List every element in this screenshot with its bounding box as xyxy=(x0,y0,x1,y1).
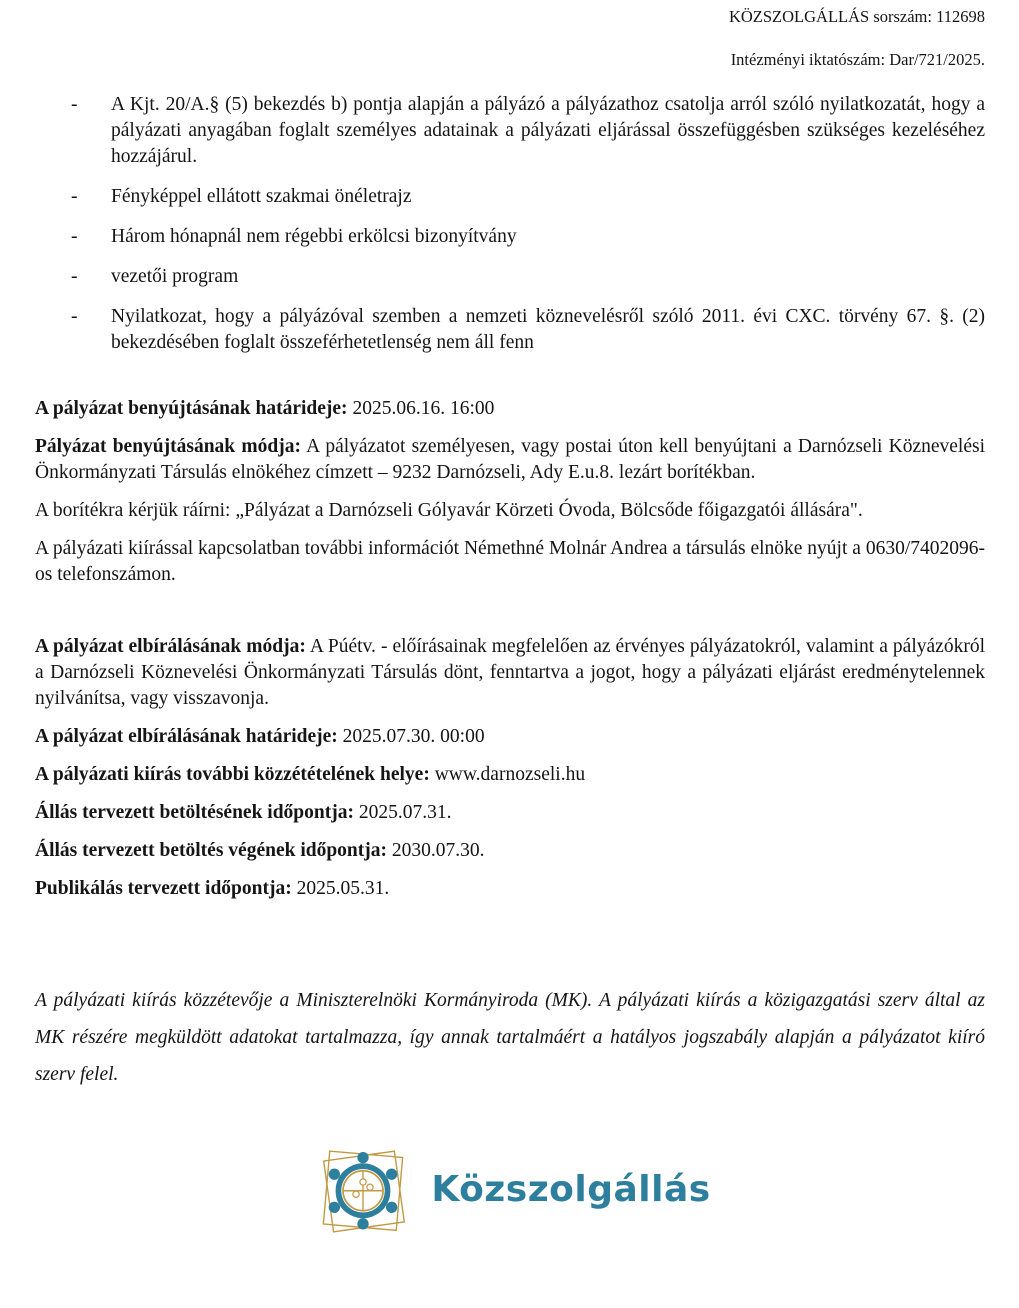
puzzle-circle-icon xyxy=(342,1169,386,1213)
position-start-date xyxy=(35,800,985,826)
field-label: A pályázati kiírás további közzétételének helye: xyxy=(35,764,430,785)
publication-place xyxy=(35,762,985,788)
submission-deadline xyxy=(35,396,985,422)
field-label: Állás tervezett betöltés végének időpontja: xyxy=(35,840,387,861)
list-item xyxy=(35,184,985,210)
field-value: 2025.07.30. 00:00 xyxy=(342,726,485,747)
list-item-text: Fényképpel ellátott szakmai önéletrajz xyxy=(111,186,412,207)
field-value: A pályázatot személyesen, vagy postai úton kell benyújtani a Darnózseli Köznevelési Önkormányzati Társulás elnökéhez címzett – 9232 Darnózseli, Ady E.u.8. lezárt borítékban. xyxy=(35,436,985,483)
serial-number: KÖZSZOLGÁLLÁS sorszám: 112698 xyxy=(728,7,985,26)
submission-section xyxy=(35,396,985,588)
bullet-marker: - xyxy=(71,186,78,207)
field-label: Pályázat benyújtásának módja: xyxy=(35,436,301,457)
registry-number: Intézményi iktatószám: Dar/721/2025. xyxy=(730,50,985,69)
field-label: Állás tervezett betöltésének időpontja: xyxy=(35,802,354,823)
field-value: 2025.05.31. xyxy=(296,878,390,899)
list-item xyxy=(35,264,985,290)
field-value: A Púétv. - előírásainak megfelelően az érvényes pályázatokról, valamint a pályázókról a Darnózseli Köznevelési Önkormányzati Társulás dönt, fenntartva a jogot, hogy a pályázati eljárást eredménytelennek nyilvánítsa, vagy visszavonja. xyxy=(35,636,985,709)
contact-note: A pályázati kiírással kapcsolatban további információt Némethné Molnár Andrea a társulás elnöke nyújt a 0630/7402096-os telefonszámon. xyxy=(35,538,985,585)
field-label: Publikálás tervezett időpontja: xyxy=(35,878,292,899)
kozszolgallas-logo xyxy=(35,1135,985,1243)
bullet-marker: - xyxy=(71,306,78,327)
field-value: 2025.06.16. 16:00 xyxy=(352,398,495,419)
list-item xyxy=(35,92,985,170)
list-item-text: vezetői program xyxy=(111,266,239,287)
publish-date xyxy=(35,876,985,902)
publisher-disclaimer: A pályázati kiírás közzétevője a Miniszterelnöki Kormányiroda (MK). A pályázati kiírás a közigazgatási szerv által az MK részére megküldött adatokat tartalmazza, így annak tartalmáért a hatályos jogszabály alapján a pályázatot kiíró szerv felel. xyxy=(35,990,985,1085)
field-value: 2025.07.31. xyxy=(358,802,452,823)
envelope-note: A borítékra kérjük ráírni: „Pályázat a Darnózseli Gólyavár Körzeti Óvoda, Bölcsőde főigazgatói állására". xyxy=(35,500,863,521)
evaluation-deadline xyxy=(35,724,985,750)
field-label: A pályázat elbírálásának határideje: xyxy=(35,726,338,747)
submission-method xyxy=(35,434,985,486)
list-item-text: A Kjt. 20/A.§ (5) bekezdés b) pontja alapján a pályázó a pályázathoz csatolja arról szóló nyilatkozatát, hogy a pályázati anyagában foglalt személyes adatainak a pályázati eljárással összefüggésben szükséges kezeléséhez hozzájárul. xyxy=(111,94,985,167)
evaluation-section xyxy=(35,634,985,902)
bullet-marker: - xyxy=(71,266,78,287)
field-value: 2030.07.30. xyxy=(391,840,485,861)
bullet-marker: - xyxy=(71,226,78,247)
bullet-marker: - xyxy=(71,94,78,115)
document-header xyxy=(35,6,985,70)
logo-wordmark: Közszolgállás xyxy=(431,1168,711,1210)
evaluation-method xyxy=(35,634,985,712)
kozszolgallas-emblem-icon xyxy=(309,1135,417,1243)
list-item-text: Három hónapnál nem régebbi erkölcsi bizonyítvány xyxy=(111,226,517,247)
list-item-text: Nyilatkozat, hogy a pályázóval szemben a nemzeti köznevelésről szóló 2011. évi CXC. törvény 67. §. (2) bekezdésében foglalt összeférhetetlenség nem áll fenn xyxy=(111,306,985,353)
requirements-list xyxy=(35,92,985,356)
field-label: A pályázat benyújtásának határideje: xyxy=(35,398,348,419)
list-item xyxy=(35,224,985,250)
position-end-date xyxy=(35,838,985,864)
field-label: A pályázat elbírálásának módja: xyxy=(35,636,306,657)
list-item xyxy=(35,304,985,356)
field-value: www.darnozseli.hu xyxy=(434,764,586,785)
